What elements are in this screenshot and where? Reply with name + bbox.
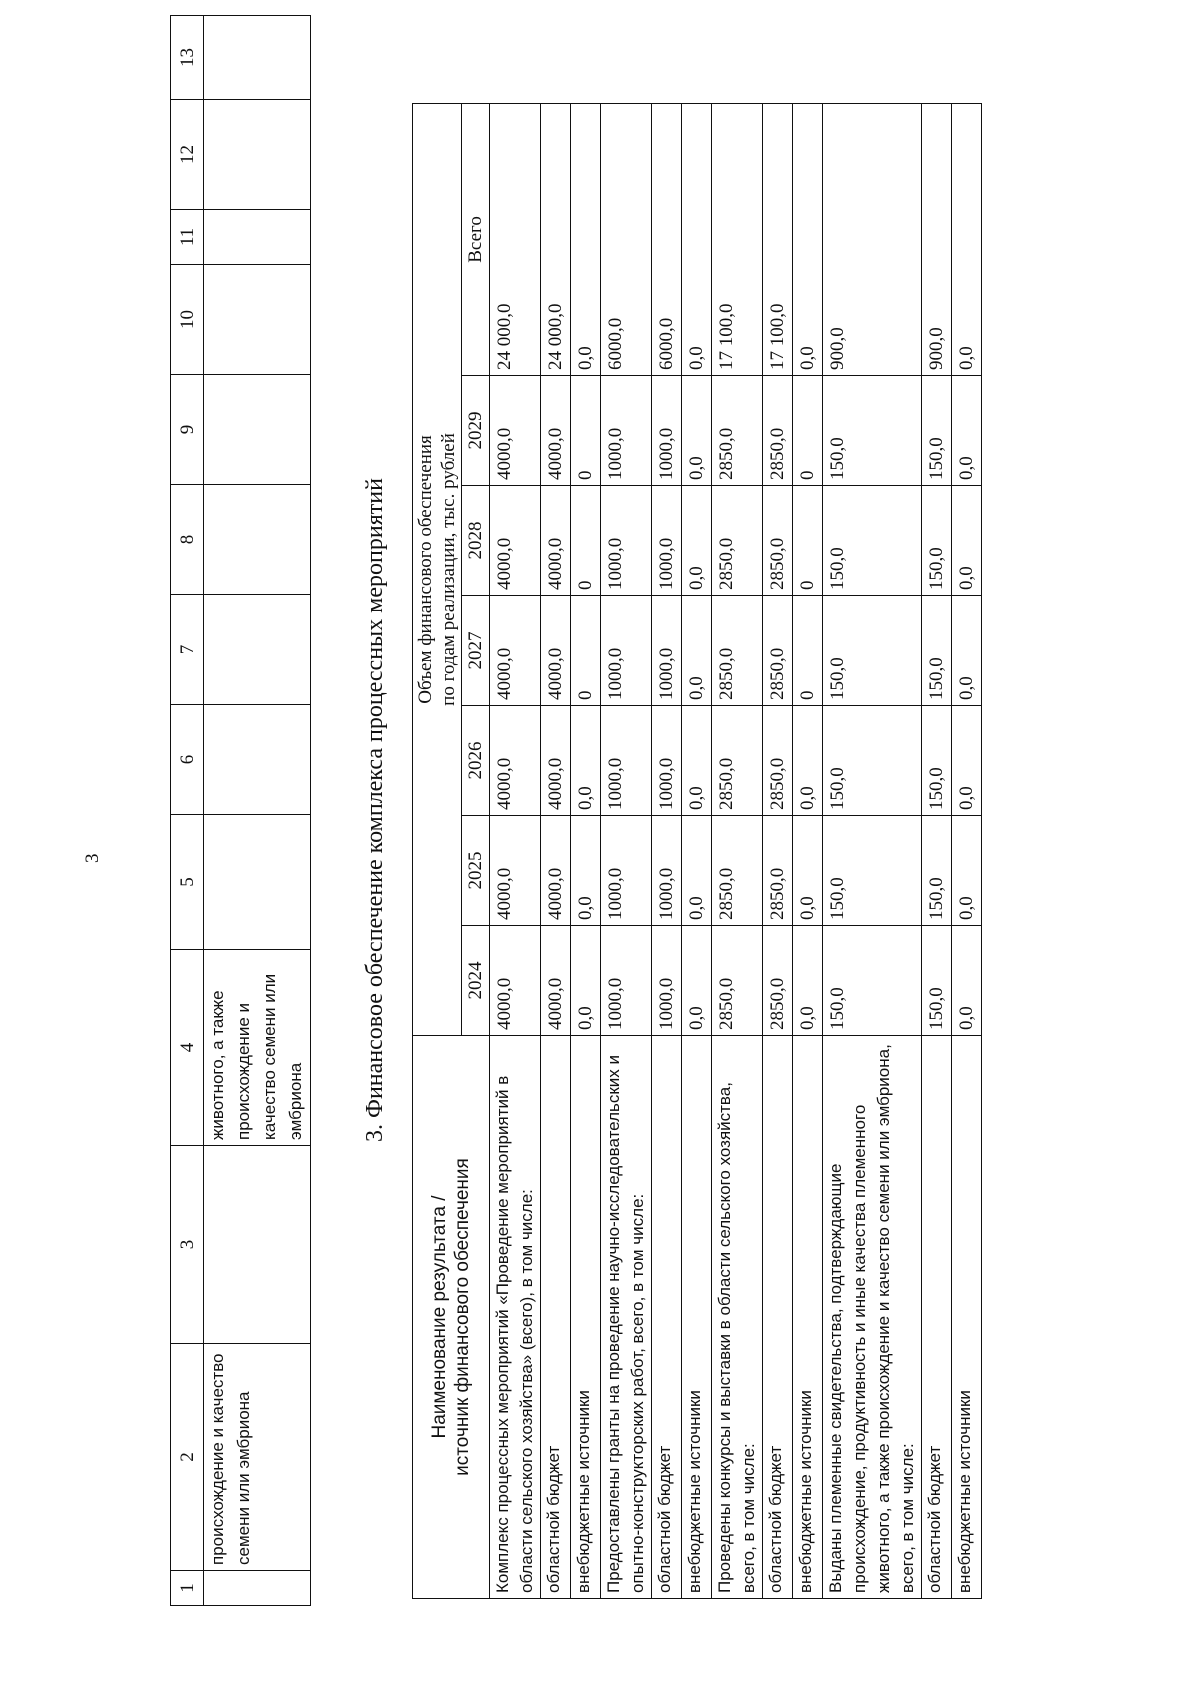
year-value: 150,0 — [823, 486, 922, 596]
year-value: 1000,0 — [652, 816, 682, 926]
total-value: 17 100,0 — [712, 103, 763, 375]
year-value: 4000,0 — [490, 926, 541, 1036]
column-number: 11 — [171, 210, 204, 265]
total-value: 24 000,0 — [541, 103, 571, 375]
table-row — [571, 103, 601, 1598]
year-value: 1000,0 — [652, 926, 682, 1036]
year-value: 1000,0 — [601, 926, 652, 1036]
total-header: Всего — [462, 103, 490, 375]
table-cell: животного, а также происхождение и качество семени или эмбриона — [204, 950, 311, 1146]
year-value: 150,0 — [823, 596, 922, 706]
year-value: 4000,0 — [490, 816, 541, 926]
page-number: 3 — [82, 853, 103, 863]
year-value: 0,0 — [571, 706, 601, 816]
year-value: 0,0 — [682, 486, 712, 596]
year-value: 0,0 — [682, 706, 712, 816]
year-value: 4000,0 — [490, 376, 541, 486]
volume-header-line: Объем финансового обеспечения — [415, 435, 436, 704]
table-row — [922, 103, 952, 1598]
column-number: 10 — [171, 265, 204, 375]
year-value: 4000,0 — [541, 596, 571, 706]
year-value: 0,0 — [682, 376, 712, 486]
year-value: 150,0 — [823, 376, 922, 486]
year-header: 2026 — [462, 706, 490, 816]
column-number: 13 — [171, 16, 204, 100]
column-number: 8 — [171, 485, 204, 595]
year-value: 2850,0 — [712, 706, 763, 816]
table-cell: происхождение и качество семени или эмбриона — [204, 1344, 311, 1571]
year-value: 4000,0 — [541, 706, 571, 816]
table-cell — [204, 16, 311, 100]
table-cell — [204, 485, 311, 595]
year-value: 0,0 — [571, 816, 601, 926]
total-value: 0,0 — [571, 103, 601, 375]
year-value: 2850,0 — [763, 376, 793, 486]
year-header: 2024 — [462, 926, 490, 1036]
year-value: 0,0 — [952, 486, 982, 596]
year-value: 0,0 — [682, 926, 712, 1036]
year-value: 2850,0 — [712, 376, 763, 486]
table-cell — [204, 595, 311, 705]
year-value: 150,0 — [922, 376, 952, 486]
column-number: 2 — [171, 1344, 204, 1571]
year-value: 2850,0 — [763, 706, 793, 816]
year-value: 1000,0 — [652, 706, 682, 816]
year-value: 4000,0 — [541, 816, 571, 926]
row-name: Выданы племенные свидетельства, подтверждающие происхождение, продуктивность и иные качества племенного животного, а также происхождение и качество семени или эмбриона, всего, в том числе: — [823, 1036, 922, 1599]
year-value: 2850,0 — [712, 816, 763, 926]
year-value: 150,0 — [823, 706, 922, 816]
table-cell — [204, 705, 311, 815]
table-header-row — [413, 103, 462, 1598]
year-header: 2029 — [462, 376, 490, 486]
year-value: 1000,0 — [601, 596, 652, 706]
column-number-row — [171, 16, 204, 1606]
year-value: 150,0 — [922, 596, 952, 706]
table-cell — [204, 265, 311, 375]
column-number: 7 — [171, 595, 204, 705]
row-name: областной бюджет — [763, 1036, 793, 1599]
year-value: 150,0 — [823, 816, 922, 926]
column-number: 12 — [171, 100, 204, 210]
year-value: 0,0 — [952, 596, 982, 706]
column-number: 3 — [171, 1146, 204, 1344]
total-value: 17 100,0 — [763, 103, 793, 375]
year-value: 2850,0 — [712, 486, 763, 596]
year-header: 2027 — [462, 596, 490, 706]
row-name: внебюджетные источники — [952, 1036, 982, 1599]
year-value: 0 — [571, 376, 601, 486]
row-name: внебюджетные источники — [793, 1036, 823, 1599]
year-value: 2850,0 — [763, 486, 793, 596]
year-value: 1000,0 — [652, 486, 682, 596]
total-value: 0,0 — [682, 103, 712, 375]
continuation-table — [170, 15, 311, 1606]
year-value: 150,0 — [922, 706, 952, 816]
year-value: 0,0 — [571, 926, 601, 1036]
total-value: 0,0 — [793, 103, 823, 375]
row-name: областной бюджет — [922, 1036, 952, 1599]
year-value: 4000,0 — [541, 486, 571, 596]
table-cell — [204, 1146, 311, 1344]
table-cell — [204, 375, 311, 485]
total-value: 900,0 — [823, 103, 922, 375]
year-value: 4000,0 — [490, 596, 541, 706]
year-value: 1000,0 — [601, 486, 652, 596]
table-cell — [204, 100, 311, 210]
year-value: 150,0 — [922, 486, 952, 596]
year-header: 2025 — [462, 816, 490, 926]
total-value: 6000,0 — [601, 103, 652, 375]
column-number: 1 — [171, 1571, 204, 1606]
year-value: 0,0 — [793, 926, 823, 1036]
table-row — [952, 103, 982, 1598]
table-row — [682, 103, 712, 1598]
year-value: 1000,0 — [601, 376, 652, 486]
name-column-header — [413, 1036, 490, 1599]
name-header-line: Наименование результата / — [429, 1195, 450, 1439]
year-value: 4000,0 — [490, 486, 541, 596]
table-cell — [204, 210, 311, 265]
table-row — [763, 103, 793, 1598]
year-value: 2850,0 — [763, 596, 793, 706]
year-value: 4000,0 — [541, 376, 571, 486]
table-row — [823, 103, 922, 1598]
year-value: 2850,0 — [763, 816, 793, 926]
row-name: Предоставлены гранты на проведение научно-исследовательских и опытно-конструкторских работ, всего, в том числе: — [601, 1036, 652, 1599]
total-value: 6000,0 — [652, 103, 682, 375]
year-value: 0,0 — [952, 926, 982, 1036]
row-name: Проведены конкурсы и выставки в области сельского хозяйства, всего, в том числе: — [712, 1036, 763, 1599]
table-cell — [204, 1571, 311, 1606]
year-value: 0 — [571, 486, 601, 596]
section-title: 3. Финансовое обеспечение комплекса процессных мероприятий — [362, 478, 388, 1142]
year-value: 150,0 — [922, 816, 952, 926]
year-value: 2850,0 — [712, 596, 763, 706]
column-number: 5 — [171, 815, 204, 950]
table-row — [490, 103, 541, 1598]
column-number: 9 — [171, 375, 204, 485]
year-value: 2850,0 — [712, 926, 763, 1036]
year-value: 0,0 — [793, 706, 823, 816]
year-value: 1000,0 — [652, 376, 682, 486]
year-value: 0 — [793, 596, 823, 706]
year-value: 0,0 — [952, 376, 982, 486]
year-value: 1000,0 — [601, 706, 652, 816]
year-value: 150,0 — [823, 926, 922, 1036]
table-cell — [204, 815, 311, 950]
row-name: внебюджетные источники — [571, 1036, 601, 1599]
year-value: 0,0 — [793, 816, 823, 926]
total-value: 24 000,0 — [490, 103, 541, 375]
table-row — [712, 103, 763, 1598]
year-value: 2850,0 — [763, 926, 793, 1036]
column-number: 4 — [171, 950, 204, 1146]
financing-table — [412, 103, 982, 1599]
year-value: 0,0 — [682, 596, 712, 706]
table-row — [601, 103, 652, 1598]
year-value: 0 — [793, 376, 823, 486]
table-row — [541, 103, 571, 1598]
row-name: областной бюджет — [541, 1036, 571, 1599]
table-row — [793, 103, 823, 1598]
table-row — [652, 103, 682, 1598]
year-value: 150,0 — [922, 926, 952, 1036]
name-header-line: источник финансового обеспечения — [452, 1158, 473, 1476]
year-value: 0,0 — [682, 816, 712, 926]
year-value: 4000,0 — [541, 926, 571, 1036]
year-value: 0 — [571, 596, 601, 706]
table-row — [204, 16, 311, 1606]
row-name: областной бюджет — [652, 1036, 682, 1599]
row-name: внебюджетные источники — [682, 1036, 712, 1599]
year-value: 0,0 — [952, 816, 982, 926]
row-name: Комплекс процессных мероприятий «Проведение мероприятий в области сельского хозяйства» (всего), в том числе: — [490, 1036, 541, 1599]
year-value: 0,0 — [952, 706, 982, 816]
total-value: 0,0 — [952, 103, 982, 375]
volume-header-line: по годам реализации, тыс. рублей — [438, 433, 459, 706]
year-value: 1000,0 — [601, 816, 652, 926]
column-number: 6 — [171, 705, 204, 815]
total-value: 900,0 — [922, 103, 952, 375]
year-value: 4000,0 — [490, 706, 541, 816]
year-value: 0 — [793, 486, 823, 596]
volume-column-header — [413, 103, 462, 1035]
year-header: 2028 — [462, 486, 490, 596]
year-value: 1000,0 — [652, 596, 682, 706]
